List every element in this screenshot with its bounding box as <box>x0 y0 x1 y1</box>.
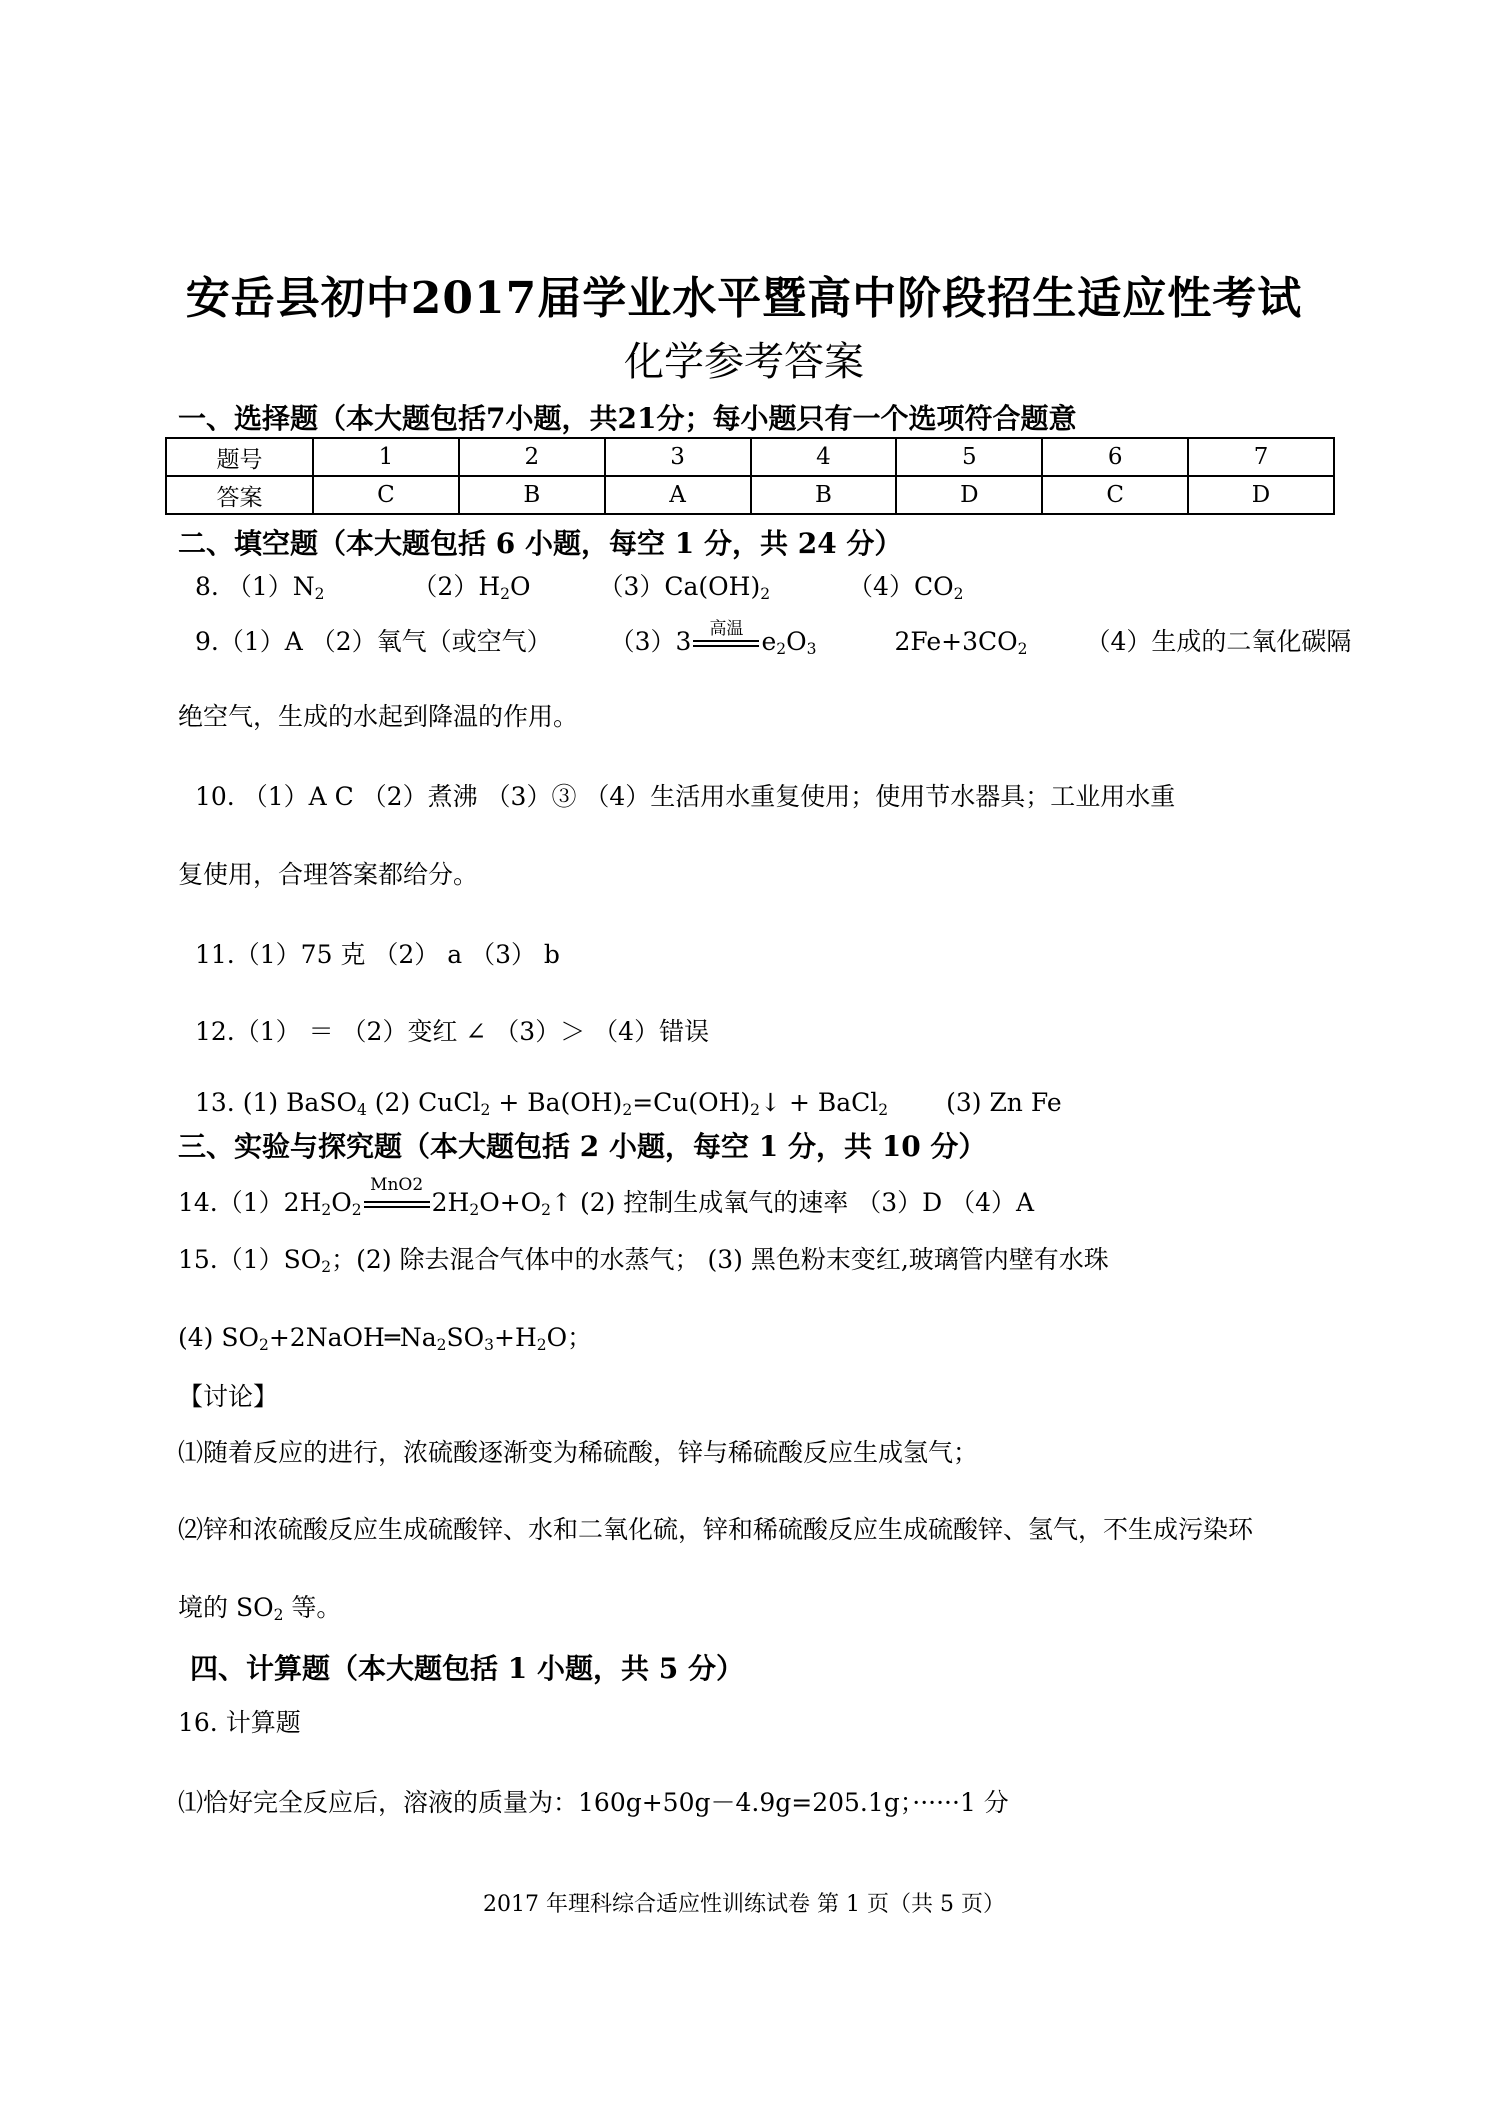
answer-part: O； <box>546 1323 593 1352</box>
answer-cell: B <box>459 476 605 514</box>
question-number: 7 <box>1188 438 1334 476</box>
question-number: 3 <box>605 438 751 476</box>
discussion-point-1: ⑴随着反应的进行，浓硫酸逐渐变为稀硫酸，锌与稀硫酸反应生成氢气； <box>178 1438 979 1467</box>
subscript: 2 <box>436 1335 447 1354</box>
answer-part: O <box>510 572 531 601</box>
subscript: 2 <box>541 1200 552 1219</box>
answer-line-16-1: ⑴恰好完全反应后，溶液的质量为：160g+50g－4.9g=205.1g；······1 分 <box>178 1788 1009 1817</box>
reaction-condition <box>691 619 761 647</box>
answer-cell: A <box>605 476 751 514</box>
answer-cell: C <box>313 476 459 514</box>
answer-line-11: 11.（1）75 克 （2） a （3） b <box>195 940 560 969</box>
subscript: 2 <box>536 1335 547 1354</box>
answer-part: 14.（1）2H <box>178 1188 322 1217</box>
answer-part: (3) Zn Fe <box>946 1088 1062 1117</box>
answer-line-9 <box>195 619 1352 658</box>
condition-label: 高温 <box>709 619 744 639</box>
answer-part: +H <box>494 1323 537 1352</box>
answer-part: O+O <box>479 1188 542 1217</box>
answer-line-15 <box>178 1240 1109 1276</box>
question-number: 5 <box>896 438 1042 476</box>
answer-line-8 <box>195 567 963 603</box>
answer-cell: D <box>1188 476 1334 514</box>
subscript: 2 <box>351 1200 362 1219</box>
answer-part: （2）H <box>412 572 501 601</box>
answer-line-15-4 <box>178 1318 592 1354</box>
answer-cell: D <box>896 476 1042 514</box>
subscript: 2 <box>469 1200 480 1219</box>
answer-part: (2) CuCl <box>366 1088 481 1117</box>
double-arrow-icon <box>693 640 759 647</box>
answer-part: e <box>761 627 777 656</box>
question-number: 1 <box>313 438 459 476</box>
subscript: 2 <box>622 1100 633 1119</box>
page-footer: 2017 年理科综合适应性训练试卷 第 1 页（共 5 页） <box>483 1892 1005 1917</box>
subscript: 2 <box>321 1200 332 1219</box>
discussion-point-2-cont <box>178 1588 341 1624</box>
answer-part: （3）3 <box>609 627 692 656</box>
subscript: 2 <box>258 1335 269 1354</box>
question-num: 8. <box>195 572 219 601</box>
answer-table <box>165 437 1335 515</box>
answer-part: ↓ + BaCl <box>760 1088 879 1117</box>
subscript: 2 <box>273 1605 284 1624</box>
section-heading-calculation: 四、计算题（本大题包括 1 小题，共 5 分） <box>190 1652 744 1685</box>
subscript: 2 <box>1017 639 1028 658</box>
answer-part: SO <box>446 1323 485 1352</box>
subscript: 2 <box>500 584 511 603</box>
row-label-answers: 答案 <box>166 476 313 514</box>
subscript: 2 <box>750 1100 761 1119</box>
answer-part: 2Fe+3CO <box>894 627 1018 656</box>
answer-part: 2H <box>431 1188 470 1217</box>
answer-cell: C <box>1042 476 1188 514</box>
answer-part: + Ba(OH) <box>490 1088 623 1117</box>
answer-part: （3）Ca(OH) <box>598 572 761 601</box>
table-row-questions <box>166 438 1334 476</box>
answer-part: ↑ (2) 控制生成氧气的速率 （3）D （4）A <box>551 1188 1035 1217</box>
row-label-questions: 题号 <box>166 438 313 476</box>
answer-line-10: 10. （1）A C （2）煮沸 （3）③ （4）生活用水重复使用；使用节水器具；工业用水重 <box>195 782 1176 811</box>
answer-part: +2NaOH═Na <box>268 1323 437 1352</box>
condition-label: MnO2 <box>370 1175 424 1195</box>
subscript: 2 <box>480 1100 491 1119</box>
answer-part: （4）CO <box>848 572 954 601</box>
section-heading-fill: 二、填空题（本大题包括 6 小题，每空 1 分，共 24 分） <box>178 527 903 560</box>
answer-line-13 <box>195 1088 1062 1117</box>
answer-line-9-cont: 绝空气，生成的水起到降温的作用。 <box>178 702 579 731</box>
subscript: 4 <box>356 1100 367 1119</box>
answer-part: (4) SO <box>178 1323 259 1352</box>
answer-part: 13. (1) BaSO <box>195 1088 357 1117</box>
answer-part: 等。 <box>283 1593 342 1622</box>
table-row-answers <box>166 476 1334 514</box>
question-number: 6 <box>1042 438 1188 476</box>
discussion-label: 【讨论】 <box>178 1382 279 1411</box>
reaction-condition <box>362 1175 432 1208</box>
question-number: 4 <box>751 438 897 476</box>
document-title: 安岳县初中2017届学业水平暨高中阶段招生适应性考试 <box>185 273 1303 324</box>
answer-part: 9.（1）A （2）氧气（或空气） <box>195 627 552 656</box>
subscript: 2 <box>321 1257 332 1276</box>
answer-part: =Cu(OH) <box>632 1088 751 1117</box>
discussion-point-2: ⑵锌和浓硫酸反应生成硫酸锌、水和二氧化硫，锌和稀硫酸反应生成硫酸锌、氢气，不生成污染环 <box>178 1515 1254 1544</box>
answer-line-12: 12.（1） ＝ （2）变红 ∠ （3）＞ （4）错误 <box>195 1017 710 1046</box>
answer-line-10-cont: 复使用，合理答案都给分。 <box>178 860 479 889</box>
answer-part: O <box>331 1188 352 1217</box>
question-number: 2 <box>459 438 605 476</box>
section-heading-choice: 一、选择题（本大题包括7小题，共21分；每小题只有一个选项符合题意 <box>178 402 1077 435</box>
subscript: 3 <box>806 639 817 658</box>
answer-line-14 <box>178 1175 1035 1219</box>
answer-part: 境的 SO <box>178 1593 274 1622</box>
document-subtitle: 化学参考答案 <box>624 339 864 385</box>
answer-part: （1）N <box>226 572 315 601</box>
subscript: 2 <box>314 584 325 603</box>
subscript: 2 <box>776 639 787 658</box>
section-heading-experiment: 三、实验与探究题（本大题包括 2 小题，每空 1 分，共 10 分） <box>178 1130 987 1163</box>
answer-part: ；(2) 除去混合气体中的水蒸气； (3) 黑色粉末变红,玻璃管内壁有水珠 <box>331 1245 1109 1274</box>
answer-cell: B <box>751 476 897 514</box>
subscript: 2 <box>760 584 771 603</box>
answer-line-16: 16. 计算题 <box>178 1708 301 1737</box>
subscript: 2 <box>953 584 964 603</box>
subscript: 3 <box>484 1335 494 1354</box>
answer-part: O <box>786 627 807 656</box>
double-arrow-icon <box>364 1201 430 1208</box>
answer-part: 15.（1）SO <box>178 1245 322 1274</box>
answer-part: （4）生成的二氧化碳隔 <box>1085 627 1352 656</box>
subscript: 2 <box>878 1100 889 1119</box>
